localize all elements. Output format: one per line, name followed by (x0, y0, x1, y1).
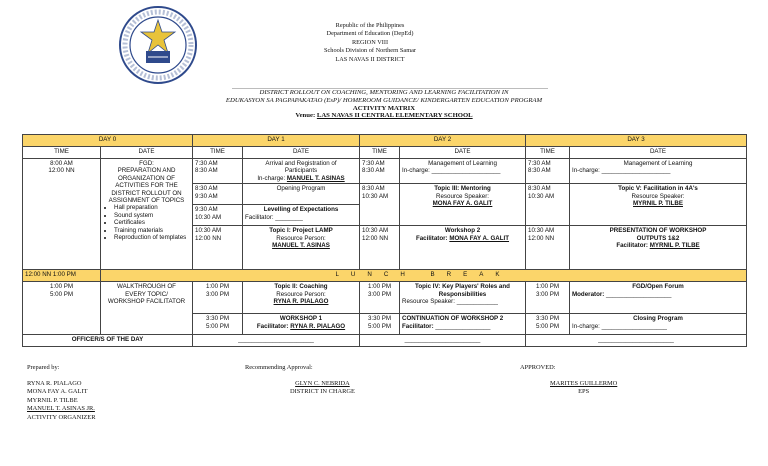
title-line-1: DISTRICT ROLLOUT ON COACHING, MENTORING AND LEARNING FACILITATION IN (259, 89, 509, 96)
d1-r2-time: 8:30 AM 9:30 AM (193, 184, 243, 205)
document-title (120, 89, 648, 120)
col-date: DATE (400, 147, 526, 159)
d1-r1-activity: Arrival and Registration of Participants In-charge: MANUEL T. ASINAS (243, 159, 360, 184)
prep-list (103, 204, 190, 241)
d2-r1-activity: Management of Learning In-charge: ____________________ (400, 159, 526, 184)
d1-p2-activity: WORKSHOP 1 Facilitator: RYNA R. PIALAGO (243, 314, 360, 335)
letterhead-text (290, 22, 450, 64)
d2-p2-time: 3:30 PM 5:00 PM (360, 314, 400, 335)
day0-header: DAY 0 (23, 135, 193, 147)
col-time: TIME (193, 147, 243, 159)
d3-r1-time: 7:30 AM 8:30 AM (526, 159, 570, 184)
list-item: • Sound system (114, 212, 190, 219)
officer-day2: ______________________ (360, 335, 526, 347)
venue-label: Venue: (295, 112, 316, 120)
col-time: TIME (526, 147, 570, 159)
table-row (23, 282, 747, 314)
d3-p2-time: 3:30 PM 5:00 PM (526, 314, 570, 335)
d2-r1-time: 7:30 AM 8:30 AM (360, 159, 400, 184)
signatories (0, 355, 768, 466)
title-line-3: ACTIVITY MATRIX (352, 104, 416, 112)
d1-r4-activity: Topic I: Project LAMP Resource Person: MANUEL T. ASINAS (243, 226, 360, 270)
signatory-name: GLYN C. NEBRIDA (295, 380, 350, 387)
officer-label: OFFICER/S OF THE DAY (23, 335, 193, 347)
deped-seal-icon (118, 5, 198, 85)
d0-am-time: 8:00 AM 12:00 NN (23, 159, 101, 270)
recommending-label: Recommending Approval: (245, 364, 313, 371)
signatory-name: MANUEL T. ASINAS JR. (27, 405, 95, 413)
d3-r2-time: 8:30 AM 10:30 AM (526, 184, 570, 226)
signatory-name: MONA FAY A. GALIT (27, 388, 88, 396)
d3-r4-activity: PRESENTATION OF WORKSHOP OUTPUTS 1&2 Facilitator: MYRNIL P. TILBE (570, 226, 747, 270)
signatory-name: RYNA R. PIALAGO (27, 380, 82, 387)
signatory-role: DISTRICT IN CHARGE (290, 388, 355, 396)
day-header-row (23, 135, 747, 147)
d2-p2-activity: CONTINUATION OF WORKSHOP 2 Facilitator: ________________ (400, 314, 526, 335)
d1-p1-activity: Topic II: Coaching Resource Person: RYNA R. PIALAGO (243, 282, 360, 314)
signatory-role: EPS (578, 388, 590, 396)
officer-day1: ______________________ (193, 335, 360, 347)
d1-p1-time: 1:00 PM 3:00 PM (193, 282, 243, 314)
col-date: DATE (570, 147, 747, 159)
d3-r4-time: 10:30 AM 12:00 NN (526, 226, 570, 270)
d0-am-activity: FGD: PREPARATION AND ORGANIZATION OF ACTIVITIES FOR THE DISTRICT ROLLOUT ON ASSIGNMENT OF TOPICS • Hall preparation • Sound system • Certificates • Training materials • Reproduction of templates (101, 159, 193, 270)
d1-p2-time: 3:30 PM 5:00 PM (193, 314, 243, 335)
region-line: REGION VIII (351, 38, 389, 46)
letterhead (0, 0, 768, 80)
d1-r3-time: 9:30 AM 10:30 AM (193, 205, 243, 226)
col-date: DATE (243, 147, 360, 159)
table-row (23, 159, 747, 184)
d2-r4-activity: Workshop 2 Facilitator: MONA FAY A. GALIT (400, 226, 526, 270)
lunch-label: LUNCH BREAK (101, 270, 747, 282)
day1-header: DAY 1 (193, 135, 360, 147)
d1-r3-activity: Levelling of Expectations Facilitator: ________ (243, 205, 360, 226)
prepared-by-label: Prepared by: (27, 364, 60, 371)
recommending-block (290, 380, 355, 397)
list-item: • Hall preparation (114, 204, 190, 211)
d3-r1-activity: Management of Learning In-charge: ____________________ (570, 159, 747, 184)
d1-r1-time: 7:30 AM 8:30 AM (193, 159, 243, 184)
officer-row (23, 335, 747, 347)
officer-day3: ______________________ (526, 335, 747, 347)
approved-block (550, 380, 617, 397)
district-line: LAS NAVAS II DISTRICT (335, 55, 405, 63)
d0-pm-time: 1:00 PM 5:00 PM (23, 282, 101, 335)
day2-header: DAY 2 (360, 135, 526, 147)
day3-header: DAY 3 (526, 135, 747, 147)
d2-r2-time: 8:30 AM 10:30 AM (360, 184, 400, 226)
col-time: TIME (23, 147, 101, 159)
d3-p1-time: 1:00 PM 3:00 PM (526, 282, 570, 314)
division-line: Schools Division of Northern Samar (324, 47, 416, 55)
list-item: • Certificates (114, 219, 190, 226)
title-line-2: EDUKASYON SA PAGPAPAKATAO (EsP)/ HOMEROOM GUIDANCE/ KINDERGARTEN EDUCATION PROGRAM (225, 96, 543, 104)
venue-line (120, 112, 648, 120)
d1-r4-time: 10:30 AM 12:00 NN (193, 226, 243, 270)
list-item: • Reproduction of templates (114, 234, 190, 241)
lunch-row (23, 270, 747, 282)
list-item: • Training materials (114, 227, 190, 234)
prepared-names (27, 380, 95, 422)
d2-p1-activity: Topic IV: Key Players' Roles and Responsibilities Resource Speaker: ____________ (400, 282, 526, 314)
col-time: TIME (360, 147, 400, 159)
venue-value: LAS NAVAS II CENTRAL ELEMENTARY SCHOOL (316, 112, 473, 120)
approved-label: APPROVED: (520, 364, 556, 371)
activity-matrix (22, 134, 747, 347)
signatory-name: MYRNIL P. TILBE (27, 396, 78, 404)
d1-r2-activity: Opening Program (243, 184, 360, 205)
signatory-name: MARITES GUILLERMO (550, 380, 618, 387)
d3-p2-activity: Closing Program In-charge: ___________________ (570, 314, 747, 335)
republic-line: Republic of the Philippines (335, 22, 405, 29)
d2-r2-activity: Topic III: Mentoring Resource Speaker: MONA FAY A. GALIT (400, 184, 526, 226)
column-header-row (23, 147, 747, 159)
signatory-role: ACTIVITY ORGANIZER (27, 413, 96, 421)
d3-r2-activity: Topic V: Facilitation in 4A's Resource Speaker: MYRNIL P. TILBE (570, 184, 747, 226)
d0-pm-activity: WALKTHROUGH OF EVERY TOPIC/ WORKSHOP FACILITATOR (101, 282, 193, 335)
col-date: DATE (101, 147, 193, 159)
lunch-time: 12:00 NN 1:00 PM (23, 270, 101, 282)
d2-r4-time: 10:30 AM 12:00 NN (360, 226, 400, 270)
d3-p1-activity: FGD/Open Forum Moderator: ___________________ (570, 282, 747, 314)
d2-p1-time: 1:00 PM 3:00 PM (360, 282, 400, 314)
department-line: Department of Education (DepEd) (326, 30, 414, 38)
